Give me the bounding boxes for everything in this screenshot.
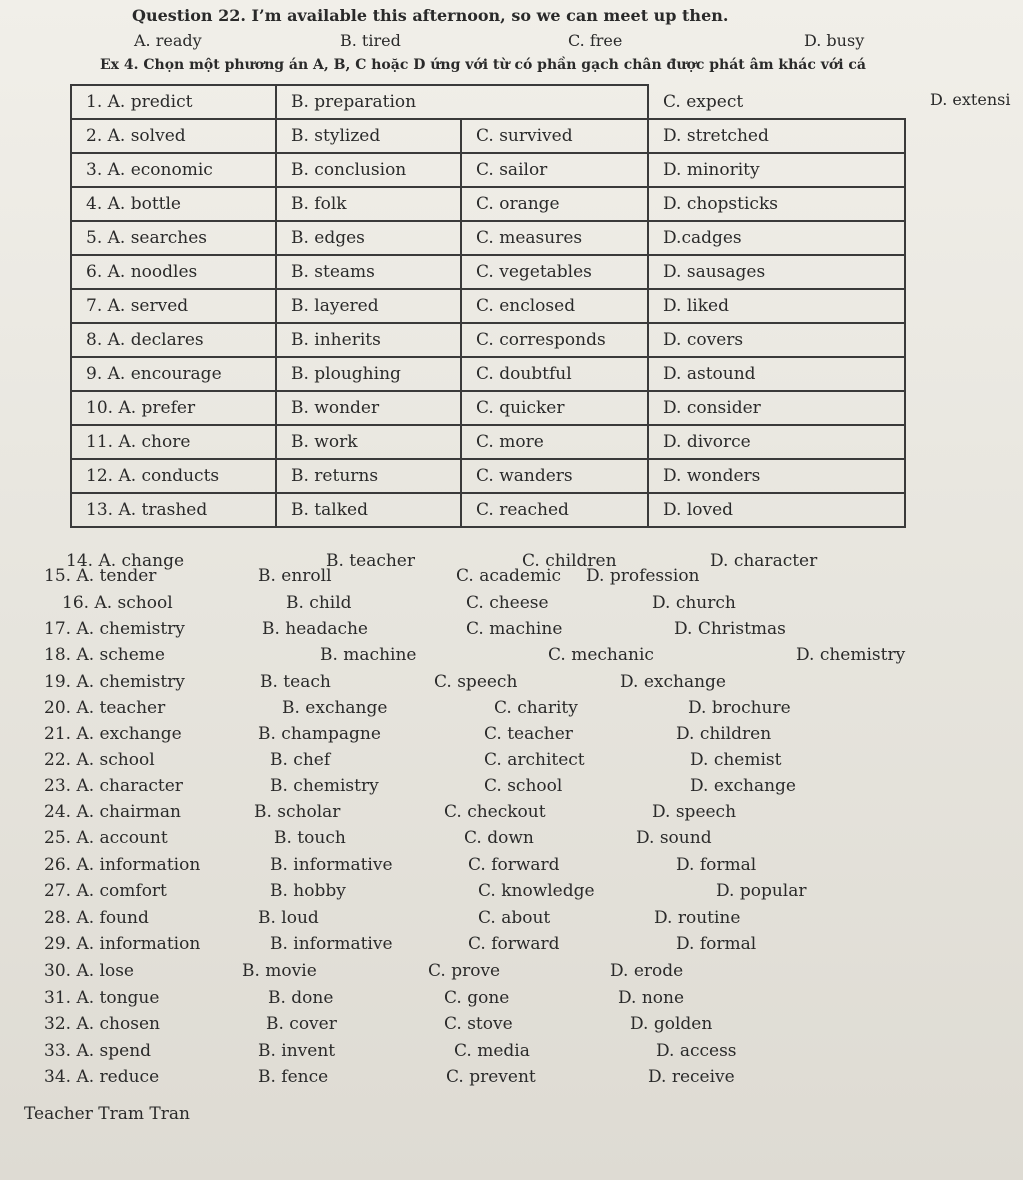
table-cell: B. work — [276, 425, 461, 459]
answer-option: D. receive — [648, 1067, 735, 1087]
table-cell: D. loved — [648, 493, 905, 527]
list-item — [0, 881, 1023, 907]
answer-option: B. movie — [242, 961, 317, 981]
answer-option: B. touch — [274, 828, 346, 848]
list-item — [0, 672, 1023, 698]
table-cell: B. inherits — [276, 323, 461, 357]
answer-option: D. character — [710, 551, 818, 571]
table-cell: D. divorce — [648, 425, 905, 459]
answer-option: C. about — [478, 908, 551, 928]
list-item — [0, 908, 1023, 934]
answer-option: C. teacher — [484, 724, 573, 744]
table-cell: B. stylized — [276, 119, 461, 153]
list-item — [0, 855, 1023, 881]
answer-option: 14. A. change — [66, 551, 185, 571]
table-row — [71, 221, 905, 255]
answer-option: B. headache — [262, 619, 368, 639]
table-cell: C. survived — [461, 119, 648, 153]
table-cell: C. orange — [461, 187, 648, 221]
list-item — [0, 934, 1023, 960]
answer-option: B. child — [286, 593, 352, 613]
table-cell: B. ploughing — [276, 357, 461, 391]
answer-option: 23. A. character — [44, 776, 183, 796]
list-item — [0, 1041, 1023, 1067]
table-cell: B. talked — [276, 493, 461, 527]
answer-option: 32. A. chosen — [44, 1014, 160, 1034]
answer-option: D. formal — [676, 855, 757, 875]
question-22: Question 22. I’m available this afternoon, so we can meet up then. — [132, 6, 729, 25]
answer-option: 33. A. spend — [44, 1041, 152, 1061]
table-cell: 9. A. encourage — [71, 357, 276, 391]
list-item — [0, 1014, 1023, 1040]
answer-option: 31. A. tongue — [44, 988, 160, 1008]
table-cell: D. consider — [648, 391, 905, 425]
answer-option: B. loud — [258, 908, 319, 928]
answer-option: B. informative — [270, 934, 393, 954]
table-row — [71, 85, 905, 119]
answer-option: 24. A. chairman — [44, 802, 181, 822]
table-row — [71, 187, 905, 221]
table-cell: 3. A. economic — [71, 153, 276, 187]
table-cell: B. wonder — [276, 391, 461, 425]
answer-option: D. none — [618, 988, 685, 1008]
q22-option-c: C. free — [568, 31, 623, 50]
table-cell: D. covers — [648, 323, 905, 357]
answer-option: 19. A. chemistry — [44, 672, 185, 692]
answer-option: B. informative — [270, 855, 393, 875]
table-cell: B. conclusion — [276, 153, 461, 187]
answer-option: C. children — [522, 551, 617, 571]
answer-option: 28. A. found — [44, 908, 149, 928]
answer-option: C. architect — [484, 750, 585, 770]
answer-option: D. exchange — [620, 672, 726, 692]
answer-option: 15. A. tender — [44, 566, 157, 586]
row1-option-d: D. extensi — [930, 90, 1011, 109]
table-cell: 2. A. solved — [71, 119, 276, 153]
list-item — [0, 776, 1023, 802]
answer-option: C. gone — [444, 988, 510, 1008]
answer-option: 26. A. information — [44, 855, 201, 875]
table-cell: C. quicker — [461, 391, 648, 425]
answer-option: B. teach — [260, 672, 331, 692]
table-cell: C. corresponds — [461, 323, 648, 357]
table-row — [71, 153, 905, 187]
exercise-4-title: Ex 4. Chọn một phương án A, B, C hoặc D ứng với từ có phần gạch chân được phát âm khác với cá — [100, 57, 866, 73]
table-row — [71, 289, 905, 323]
answer-option: C. cheese — [466, 593, 549, 613]
answer-option: D. church — [652, 593, 736, 613]
q22-option-d: D. busy — [804, 31, 865, 50]
answer-option: D. profession — [586, 566, 700, 586]
list-item — [0, 988, 1023, 1014]
table-cell: B. steams — [276, 255, 461, 289]
answer-option: C. machine — [466, 619, 563, 639]
list-item — [0, 619, 1023, 645]
table-cell: C. expect — [648, 85, 905, 119]
table-cell: C. enclosed — [461, 289, 648, 323]
table-cell: C. wanders — [461, 459, 648, 493]
q22-option-a: A. ready — [134, 31, 202, 50]
list-item — [0, 698, 1023, 724]
answer-option: C. forward — [468, 934, 560, 954]
list-item — [0, 724, 1023, 750]
answer-option: C. stove — [444, 1014, 513, 1034]
answer-option: C. charity — [494, 698, 578, 718]
answer-option: C. knowledge — [478, 881, 595, 901]
teacher-signature: Teacher Tram Tran — [24, 1104, 190, 1124]
table-cell: 13. A. trashed — [71, 493, 276, 527]
answer-option: C. prevent — [446, 1067, 536, 1087]
answer-option: C. forward — [468, 855, 560, 875]
answer-option: C. academic — [456, 566, 562, 586]
table-cell: D. sausages — [648, 255, 905, 289]
answer-option: 18. A. scheme — [44, 645, 165, 665]
answer-option: D. routine — [654, 908, 741, 928]
answer-option: C. down — [464, 828, 534, 848]
answer-option: C. media — [454, 1041, 530, 1061]
table-row — [71, 255, 905, 289]
answer-option: 16. A. school — [62, 593, 173, 613]
table-cell: C. more — [461, 425, 648, 459]
answer-option: 27. A. comfort — [44, 881, 167, 901]
answer-option: B. enroll — [258, 566, 332, 586]
table-cell: 7. A. served — [71, 289, 276, 323]
answer-option: B. scholar — [254, 802, 341, 822]
list-item — [0, 961, 1023, 987]
answer-option: 20. A. teacher — [44, 698, 166, 718]
answer-option: D. children — [676, 724, 772, 744]
answer-option: 34. A. reduce — [44, 1067, 160, 1087]
table-cell: C. measures — [461, 221, 648, 255]
table-cell: 8. A. declares — [71, 323, 276, 357]
answer-option: D. access — [656, 1041, 737, 1061]
answer-option: D. speech — [652, 802, 737, 822]
answer-option: C. checkout — [444, 802, 546, 822]
table-cell: C. sailor — [461, 153, 648, 187]
answer-option: D. chemist — [690, 750, 782, 770]
table-cell: D. astound — [648, 357, 905, 391]
list-item — [0, 645, 1023, 671]
table-cell: B. edges — [276, 221, 461, 255]
answer-option: D. golden — [630, 1014, 713, 1034]
answer-option: D. Christmas — [674, 619, 786, 639]
answer-option: C. mechanic — [548, 645, 654, 665]
table-row — [71, 357, 905, 391]
table-cell: D. wonders — [648, 459, 905, 493]
list-item — [0, 1067, 1023, 1093]
table-cell: D. liked — [648, 289, 905, 323]
answer-option: B. cover — [266, 1014, 337, 1034]
table-cell: B. layered — [276, 289, 461, 323]
answer-option: B. teacher — [326, 551, 415, 571]
table-cell: C. doubtful — [461, 357, 648, 391]
table-cell: D. chopsticks — [648, 187, 905, 221]
answer-option: 30. A. lose — [44, 961, 134, 981]
list-item — [0, 593, 1023, 619]
answer-option: B. champagne — [258, 724, 381, 744]
table-cell: 1. A. predict — [71, 85, 276, 119]
q22-option-b: B. tired — [340, 31, 401, 50]
answer-option: B. fence — [258, 1067, 329, 1087]
table-cell: 10. A. prefer — [71, 391, 276, 425]
table-row — [71, 459, 905, 493]
answer-option: B. machine — [320, 645, 417, 665]
answer-option: D. erode — [610, 961, 684, 981]
table-cell: D. stretched — [648, 119, 905, 153]
answer-option: 22. A. school — [44, 750, 155, 770]
answer-option: B. invent — [258, 1041, 336, 1061]
table-cell: 12. A. conducts — [71, 459, 276, 493]
table-cell: B. folk — [276, 187, 461, 221]
table-row — [71, 119, 905, 153]
list-item — [0, 750, 1023, 776]
answer-option: D. sound — [636, 828, 712, 848]
table-row — [71, 493, 905, 527]
table-cell: 6. A. noodles — [71, 255, 276, 289]
table-cell: D. minority — [648, 153, 905, 187]
table-cell: 5. A. searches — [71, 221, 276, 255]
exercise-table — [70, 84, 906, 528]
table-cell: 11. A. chore — [71, 425, 276, 459]
table-row — [71, 323, 905, 357]
table-cell: D.cadges — [648, 221, 905, 255]
answer-option: B. chef — [270, 750, 331, 770]
list-item — [0, 802, 1023, 828]
answer-option: 21. A. exchange — [44, 724, 182, 744]
answer-option: D. brochure — [688, 698, 791, 718]
answer-option: D. chemistry — [796, 645, 906, 665]
answer-option: B. chemistry — [270, 776, 379, 796]
answer-option: C. speech — [434, 672, 518, 692]
answer-option: C. prove — [428, 961, 501, 981]
answer-option: B. exchange — [282, 698, 388, 718]
answer-option: 17. A. chemistry — [44, 619, 185, 639]
answer-option: B. done — [268, 988, 334, 1008]
answer-option: 25. A. account — [44, 828, 168, 848]
answer-option: D. popular — [716, 881, 807, 901]
answer-option: B. hobby — [270, 881, 346, 901]
table-cell: 4. A. bottle — [71, 187, 276, 221]
answer-option: D. formal — [676, 934, 757, 954]
table-row — [71, 425, 905, 459]
table-cell: C. vegetables — [461, 255, 648, 289]
table-cell: B. preparation — [276, 85, 648, 119]
answer-option: 29. A. information — [44, 934, 201, 954]
list-item — [0, 566, 1023, 592]
table-cell: C. reached — [461, 493, 648, 527]
list-item — [0, 828, 1023, 854]
answer-option: C. school — [484, 776, 563, 796]
table-cell: B. returns — [276, 459, 461, 493]
table-row — [71, 391, 905, 425]
answer-option: D. exchange — [690, 776, 796, 796]
